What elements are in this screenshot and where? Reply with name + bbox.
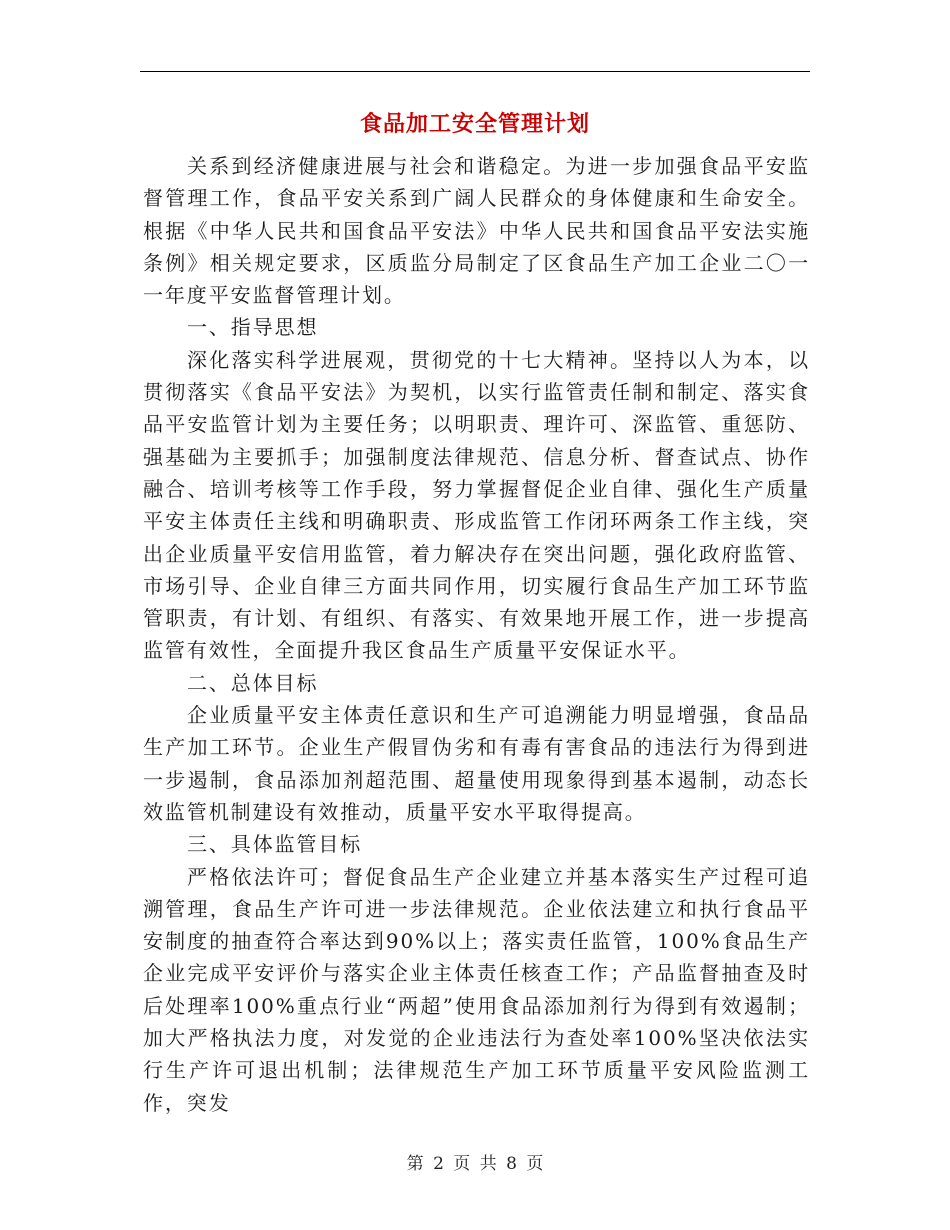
section-heading-overall-goal: 二、总体目标 [187, 670, 319, 695]
section-heading-guiding-thought: 一、指导思想 [187, 315, 319, 340]
overall-goal-paragraph: 企业质量平安主体责任意识和生产可追溯能力明显增强，食品品生产加工环节。企业生产假冒伪劣和有毒有害食品的违法行为得到进一步遏制，食品添加剂超范围、超量使用现象得到基本遏制，动态长效监管机制建设有效推动，质量平安水平取得提高。 [143, 703, 810, 824]
document-body [143, 150, 810, 1119]
section-heading-specific-goals: 三、具体监管目标 [187, 832, 363, 857]
header-rule [140, 71, 810, 72]
specific-goals-paragraph: 严格依法许可；督促食品生产企业建立并基本落实生产过程可追溯管理，食品生产许可进一步法律规范。企业依法建立和执行食品平安制度的抽查符合率达到90%以上；落实责任监管，100%食品生产企业完成平安评价与落实企业主体责任核查工作；产品监督抽查及时后处理率100%重点行业“两超”使用食品添加剂行为得到有效遏制；加大严格执法力度，对发觉的企业违法行为查处率100%坚决依法实行生产许可退出机制；法律规范生产加工环节质量平安风险监测工作，突发 [143, 864, 810, 1115]
intro-paragraph: 关系到经济健康进展与社会和谐稳定。为进一步加强食品平安监督管理工作，食品平安关系到广阔人民群众的身体健康和生命安全。根据《中华人民共和国食品平安法》中华人民共和国食品平安法实施条例》相关规定要求，区质监分局制定了区食品生产加工企业二〇一一年度平安监督管理计划。 [143, 154, 810, 308]
document-title: 食品加工安全管理计划 [359, 112, 590, 137]
page-number-footer: 第 2 页 共 8 页 [406, 1154, 544, 1174]
guiding-thought-paragraph: 深化落实科学进展观，贯彻党的十七大精神。坚持以人为本，以贯彻落实《食品平安法》为契机，以实行监管责任制和制定、落实食品平安监管计划为主要任务；以明职责、理许可、深监管、重惩防、强基础为主要抓手；加强制度法律规范、信息分析、督查试点、协作融合、培训考核等工作手段，努力掌握督促企业自律、强化生产质量平安主体责任主线和明确职责、形成监管工作闭环两条工作主线，突出企业质量平安信用监管，着力解决存在突出问题，强化政府监管、市场引导、企业自律三方面共同作用，切实履行食品生产加工环节监管职责，有计划、有组织、有落实、有效果地开展工作，进一步提高监管有效性，全面提升我区食品生产质量平安保证水平。 [143, 347, 810, 663]
